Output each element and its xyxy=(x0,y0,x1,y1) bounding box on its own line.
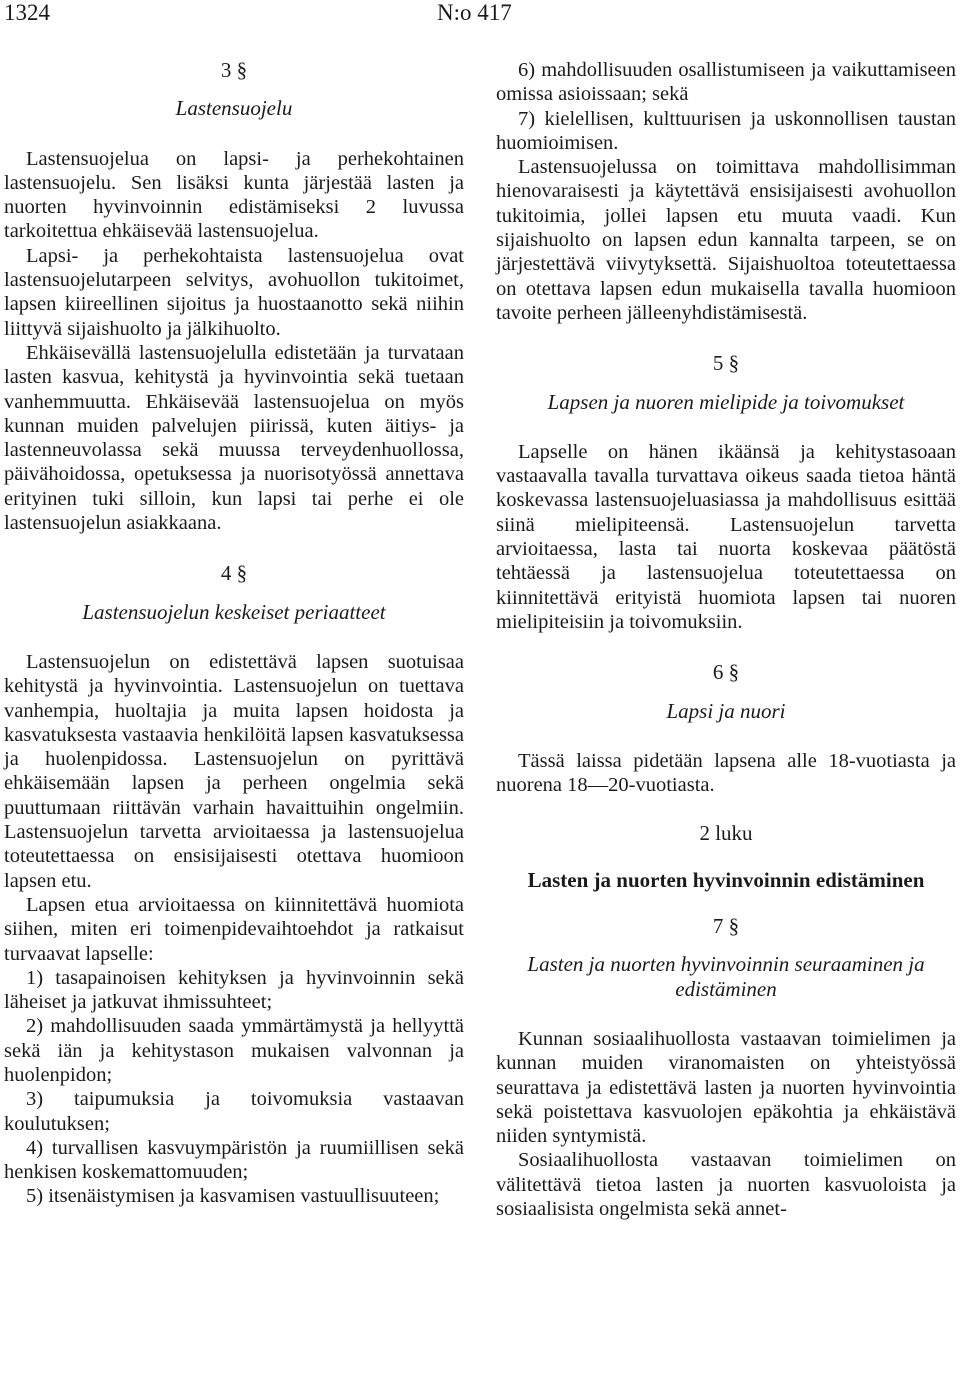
section-title: Lapsen ja nuoren mielipide ja toivomukset xyxy=(547,389,905,414)
list-item: 6) mahdollisuuden osallistumiseen ja vaikuttamiseen omissa asioissaan; sekä xyxy=(496,59,956,106)
left-column xyxy=(4,58,464,1209)
section-5 xyxy=(496,351,956,634)
section-title: Lasten ja nuorten hyvinvoinnin seuraaminen ja edistäminen xyxy=(527,952,925,1001)
paragraph: Lapsen etua arvioitaessa on kiinnitettävä huomiota siihen, miten eri toimenpidevaihtoehdot ja ratkaisut turvaavat lapselle: xyxy=(4,893,464,965)
statute-number: N:o 417 xyxy=(437,0,512,25)
list-item: 5) itsenäistymisen ja kasvamisen vastuullisuuteen; xyxy=(26,1185,440,1208)
paragraph: Lastensuojelua on lapsi- ja perhekohtainen lastensuojelu. Sen lisäksi kunta järjestää lasten ja nuorten hyvinvoinnin edistämiseksi 2 luvussa tarkoitettua ehkäisevää lastensuojelua. xyxy=(4,147,464,243)
section-4 xyxy=(4,561,464,1208)
section-title: Lapsi ja nuori xyxy=(666,698,786,723)
section-7 xyxy=(496,914,956,1221)
section-number: 7 § xyxy=(712,914,740,939)
section-number: 4 § xyxy=(220,561,248,586)
list-item: 3) taipumuksia ja toivomuksia vastaavan koulutuksen; xyxy=(4,1088,464,1135)
paragraph: Lastensuojelussa on toimittava mahdollisimman hienovaraisesti ja käytettävä ensisijaisesti avohuollon tukitoimia, jollei lapsen etu muuta vaadi. Kun sijaishuolto on lapsen edun kannalta tarpeen, se on järjestettävä viivytyksettä. Sijaishuoltoa toteutettaessa on otettava lapsen edun mukaisella tavalla huomioon tavoite perheen jälleenyhdistämisestä. xyxy=(496,156,956,324)
paragraph: Ehkäisevällä lastensuojelulla edistetään ja turvataan lasten kasvua, kehitystä ja hyvinvointia sekä tuetaan vanhemmuutta. Ehkäisevää lastensuojelua on myös kunnan muiden palvelujen piirissä, kuten äitiys- ja lastenneuvolassa sekä muussa terveydenhuollossa, päivähoidossa, opetuksessa ja nuorisotyössä annettava erityinen tuki silloin, kun lapsi tai perhe ei ole lastensuojelun asiakkaana. xyxy=(4,341,464,535)
section-6 xyxy=(496,660,956,797)
paragraph: Lapsi- ja perhekohtaista lastensuojelua ovat lastensuojelutarpeen selvitys, avohuollon tukitoimet, lapsen kiireellinen sijoitus ja huostaanotto sekä niihin liittyvä sijaishuolto ja jälkihuolto. xyxy=(4,244,464,340)
list-item: 4) turvallisen kasvuympäristön ja ruumiillisen sekä henkisen koskemattomuuden; xyxy=(4,1136,464,1184)
list-item: 1) tasapainoisen kehityksen ja hyvinvoinnin sekä läheiset ja jatkuvat ihmissuhteet; xyxy=(4,966,464,1014)
paragraph: Sosiaalihuollosta vastaavan toimielimen on välitettävä tietoa lasten ja nuorten kasvuoloista ja sosiaalisista ongelmista sekä annet- xyxy=(496,1149,956,1220)
page-number: 1324 xyxy=(4,0,50,25)
chapter-label: 2 luku xyxy=(699,821,753,846)
paragraph: Lapselle on hänen ikäänsä ja kehitystasoaan vastaavalla tavalla turvattava oikeus saada tietoa häntä koskevassa lastensuojeluasiassa ja mahdollisuus esittää siinä mielipiteensä. Lastensuojelun tarvetta arvioitaessa, lasta tai nuorta koskevaa päätöstä tehtäessä ja lastensuojelua toteutettaessa on kiinnitettävä erityistä huomiota lapsen tai nuoren mielipiteisiin ja toivomuksiin. xyxy=(496,440,956,633)
section-number: 6 § xyxy=(712,660,740,685)
right-column xyxy=(496,58,956,1221)
section-3 xyxy=(4,58,464,535)
section-title: Lastensuojelu xyxy=(175,96,293,121)
section-number: 3 § xyxy=(220,58,248,82)
list-item: 2) mahdollisuuden saada ymmärtämystä ja hellyyttä sekä iän ja kehitystason mukaisen valvonnan ja huolenpidon; xyxy=(4,1015,464,1086)
list-item: 7) kielellisen, kulttuurisen ja uskonnollisen taustan huomioimisen. xyxy=(496,107,956,154)
section-title: Lastensuojelun keskeiset periaatteet xyxy=(82,599,386,624)
paragraph: Kunnan sosiaalihuollosta vastaavan toimielimen ja kunnan muiden viranomaisten on yhteistyössä seurattava ja edistettävä lasten ja nuorten hyvinvointia sekä poistettava kasvuolojen epäkohtia ja ehkäistävä niiden syntymistä. xyxy=(496,1027,956,1148)
section-4-continued xyxy=(496,58,956,325)
paragraph: Lastensuojelun on edistettävä lapsen suotuisaa kehitystä ja hyvinvointia. Lastensuojelun on tuettava vanhempia, huoltajia ja muita lapsen hoidosta ja kasvatuksesta vastaavia henkilöitä lapsen kasvatuksessa ja huolenpidossa. Lastensuojelun on pyrittävä ehkäisemään lapsen ja perheen ongelmia sekä puuttumaan riittävän varhain havaittuihin ongelmiin. Lastensuojelun tarvetta arvioitaessa ja lastensuojelua toteutettaessa on ensisijaisesti otettava huomioon lapsen etu. xyxy=(4,650,464,892)
page-header xyxy=(0,0,960,30)
chapter-title: Lasten ja nuorten hyvinvoinnin edistäminen xyxy=(527,867,925,892)
chapter-2 xyxy=(496,821,956,892)
paragraph: Tässä laissa pidetään lapsena alle 18-vuotiasta ja nuorena 18—20-vuotiasta. xyxy=(496,749,956,797)
section-number: 5 § xyxy=(712,351,740,376)
